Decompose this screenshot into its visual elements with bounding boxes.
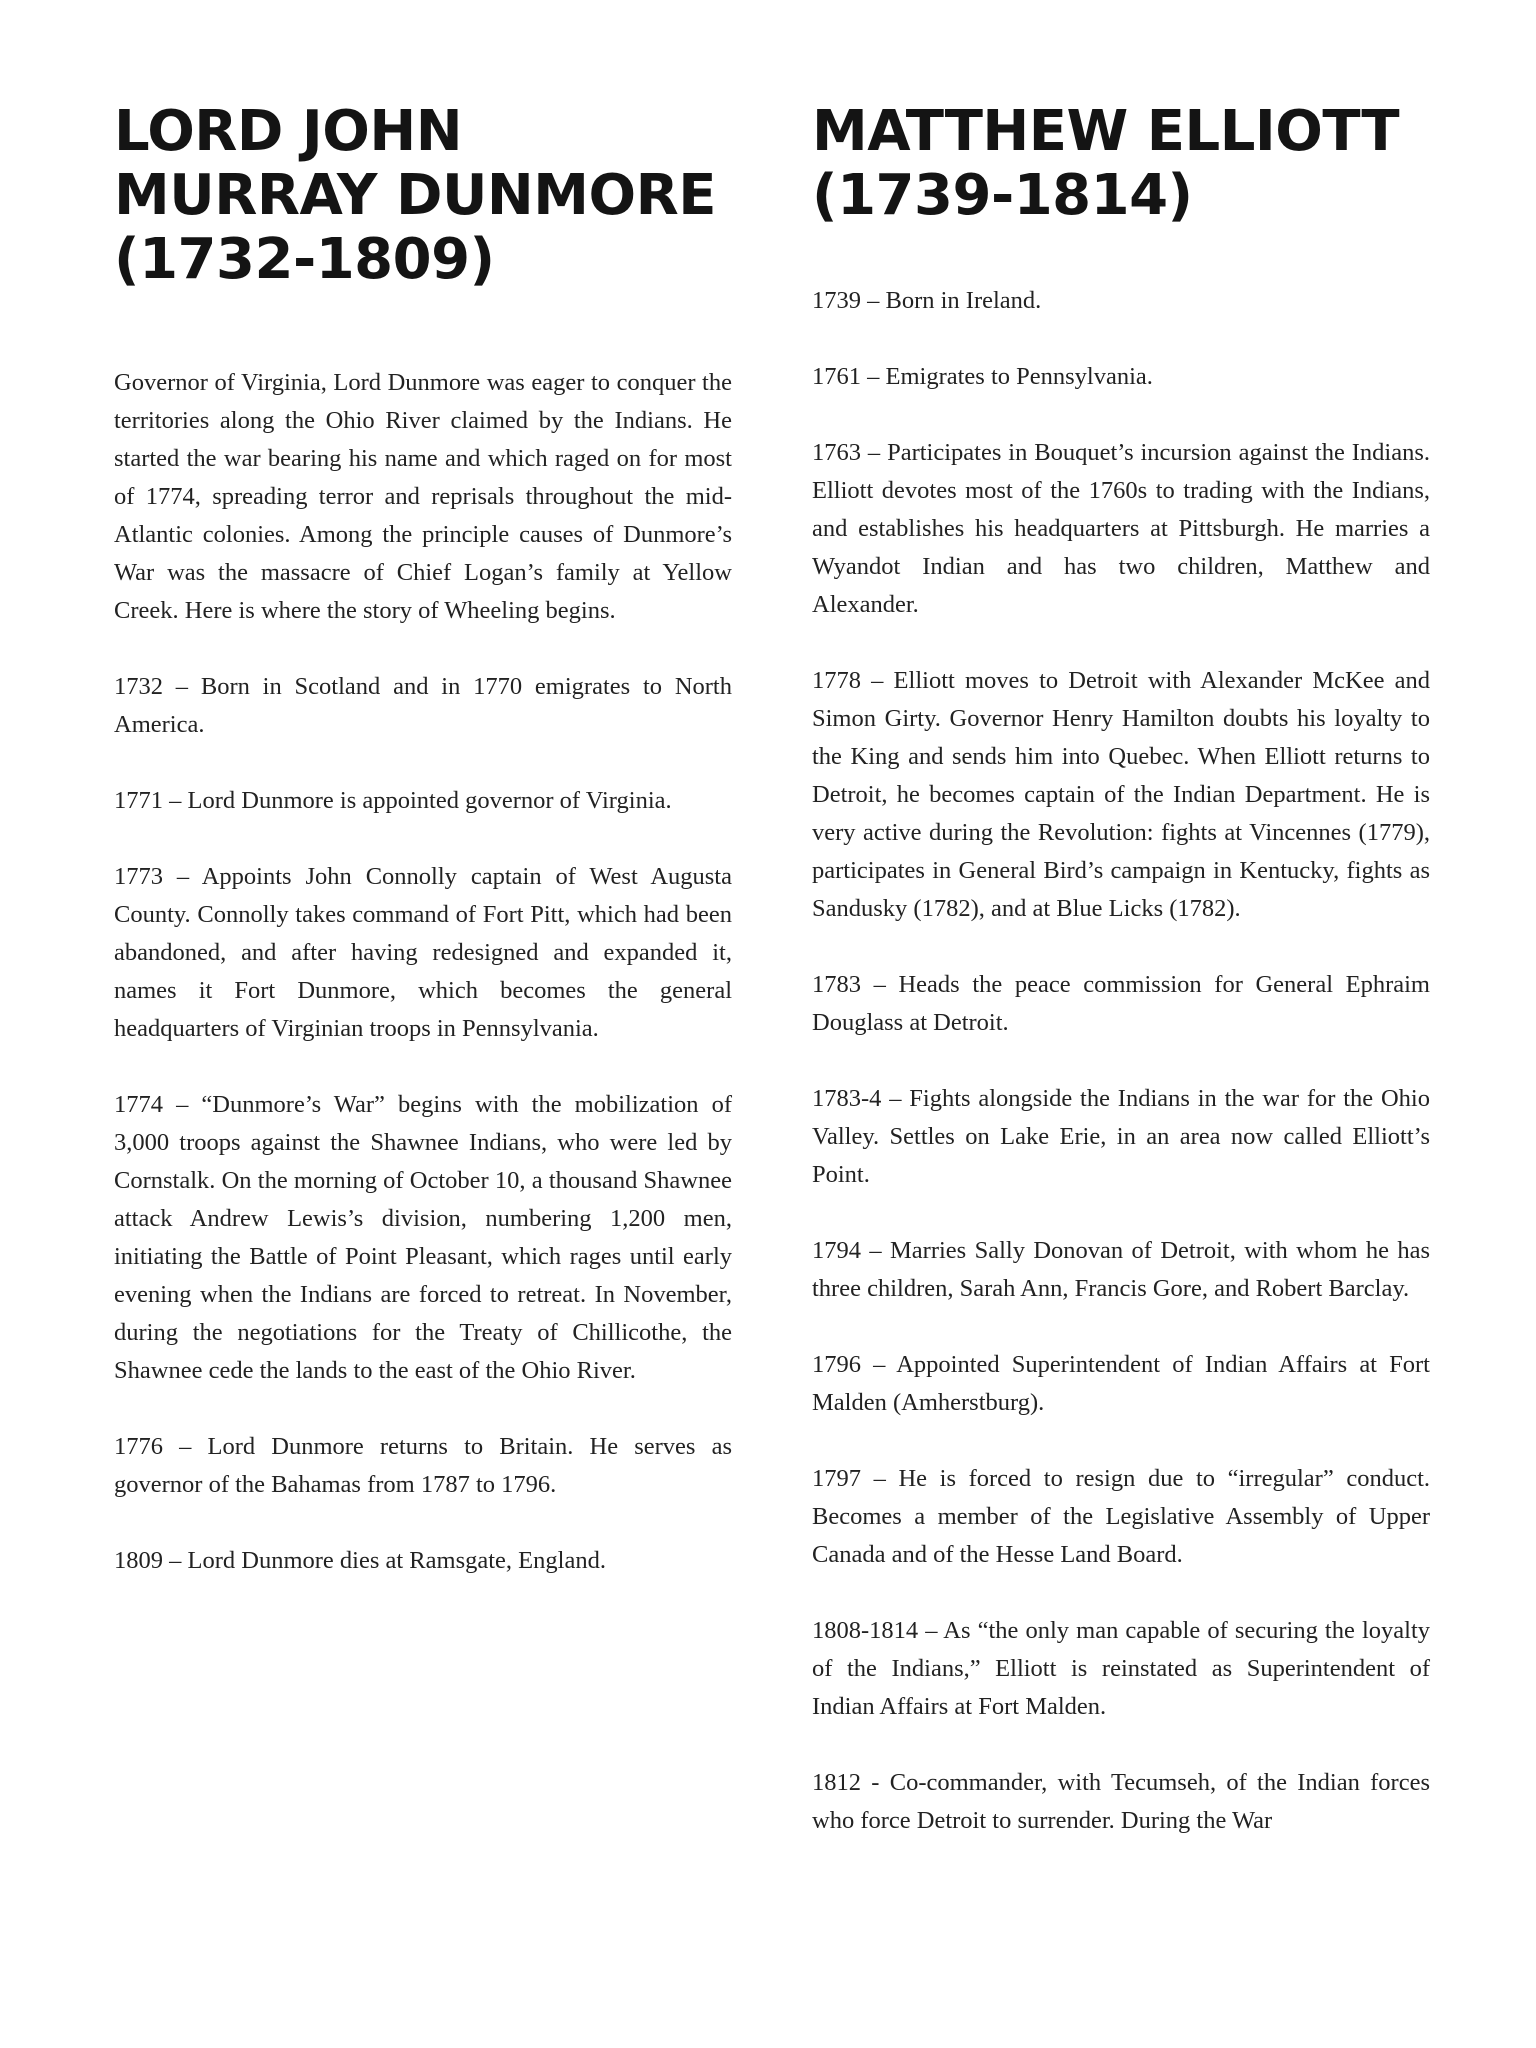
elliott-entry-1783-4: 1783-4 – Fights alongside the Indians in the war for the Ohio Valley. Settles on Lake Erie, in an area now called Elliott’s Point. xyxy=(812,1085,1430,1188)
elliott-entry-1812: 1812 - Co-commander, with Tecumseh, of the Indian forces who force Detroit to surrender. During the War xyxy=(812,1769,1430,1834)
title-line: (1739-1814) xyxy=(812,163,1193,228)
elliott-title xyxy=(812,100,1430,228)
dunmore-title xyxy=(114,100,732,292)
elliott-entry-1808-1814: 1808-1814 – As “the only man capable of securing the loyalty of the Indians,” Elliott is reinstated as Superintendent of Indian Affairs at Fort Malden. xyxy=(812,1617,1430,1720)
dunmore-intro-paragraph: Governor of Virginia, Lord Dunmore was eager to conquer the territories along the Ohio River claimed by the Indians. He started the war bearing his name and which raged on for most of 1774, spreading terror and reprisals throughout the mid-Atlantic colonies. Among the principle causes of Dunmore’s War was the massacre of Chief Logan’s family at Yellow Creek. Here is where the story of Wheeling begins. xyxy=(114,369,732,624)
elliott-entry-1794: 1794 – Marries Sally Donovan of Detroit, with whom he has three children, Sarah Ann, Francis Gore, and Robert Barclay. xyxy=(812,1237,1430,1302)
title-line: MURRAY DUNMORE xyxy=(114,163,716,228)
elliott-entry-1739: 1739 – Born in Ireland. xyxy=(812,287,1042,314)
title-line: MATTHEW ELLIOTT xyxy=(812,99,1400,164)
dunmore-column xyxy=(114,100,732,1618)
elliott-entry-1763: 1763 – Participates in Bouquet’s incursion against the Indians. Elliott devotes most of the 1760s to trading with the Indians, and establishes his headquarters at Pittsburgh. He marries a Wyandot Indian and has two children, Matthew and Alexander. xyxy=(812,439,1430,618)
elliott-entry-1797: 1797 – He is forced to resign due to “irregular” conduct. Becomes a member of the Legislative Assembly of Upper Canada and of the Hesse Land Board. xyxy=(812,1465,1430,1568)
dunmore-entry-1776: 1776 – Lord Dunmore returns to Britain. He serves as governor of the Bahamas from 1787 to 1796. xyxy=(114,1433,732,1498)
title-line: LORD JOHN xyxy=(114,99,463,164)
dunmore-entry-1732: 1732 – Born in Scotland and in 1770 emigrates to North America. xyxy=(114,673,732,738)
dunmore-entry-1809: 1809 – Lord Dunmore dies at Ramsgate, England. xyxy=(114,1547,606,1574)
elliott-entry-1761: 1761 – Emigrates to Pennsylvania. xyxy=(812,363,1153,390)
elliott-entry-1796: 1796 – Appointed Superintendent of Indian Affairs at Fort Malden (Amherstburg). xyxy=(812,1351,1430,1416)
elliott-entry-1783: 1783 – Heads the peace commission for General Ephraim Douglass at Detroit. xyxy=(812,971,1430,1036)
title-line: (1732-1809) xyxy=(114,227,495,292)
dunmore-entry-1774: 1774 – “Dunmore’s War” begins with the mobilization of 3,000 troops against the Shawnee Indians, who were led by Cornstalk. On the morning of October 10, a thousand Shawnee attack Andrew Lewis’s division, numbering 1,200 men, initiating the Battle of Point Pleasant, which rages until early evening when the Indians are forced to retreat. In November, during the negotiations for the Treaty of Chillicothe, the Shawnee cede the lands to the east of the Ohio River. xyxy=(114,1091,732,1384)
elliott-entry-1778: 1778 – Elliott moves to Detroit with Alexander McKee and Simon Girty. Governor Henry Hamilton doubts his loyalty to the King and sends him into Quebec. When Elliott returns to Detroit, he becomes captain of the Indian Department. He is very active during the Revolution: fights at Vincennes (1779), participates in General Bird’s campaign in Kentucky, fights as Sandusky (1782), and at Blue Licks (1782). xyxy=(812,667,1430,922)
dunmore-entry-1771: 1771 – Lord Dunmore is appointed governor of Virginia. xyxy=(114,787,672,814)
elliott-column xyxy=(812,100,1430,1878)
dunmore-entry-1773: 1773 – Appoints John Connolly captain of West Augusta County. Connolly takes command of Fort Pitt, which had been abandoned, and after having redesigned and expanded it, names it Fort Dunmore, which becomes the general headquarters of Virginian troops in Pennsylvania. xyxy=(114,863,732,1042)
